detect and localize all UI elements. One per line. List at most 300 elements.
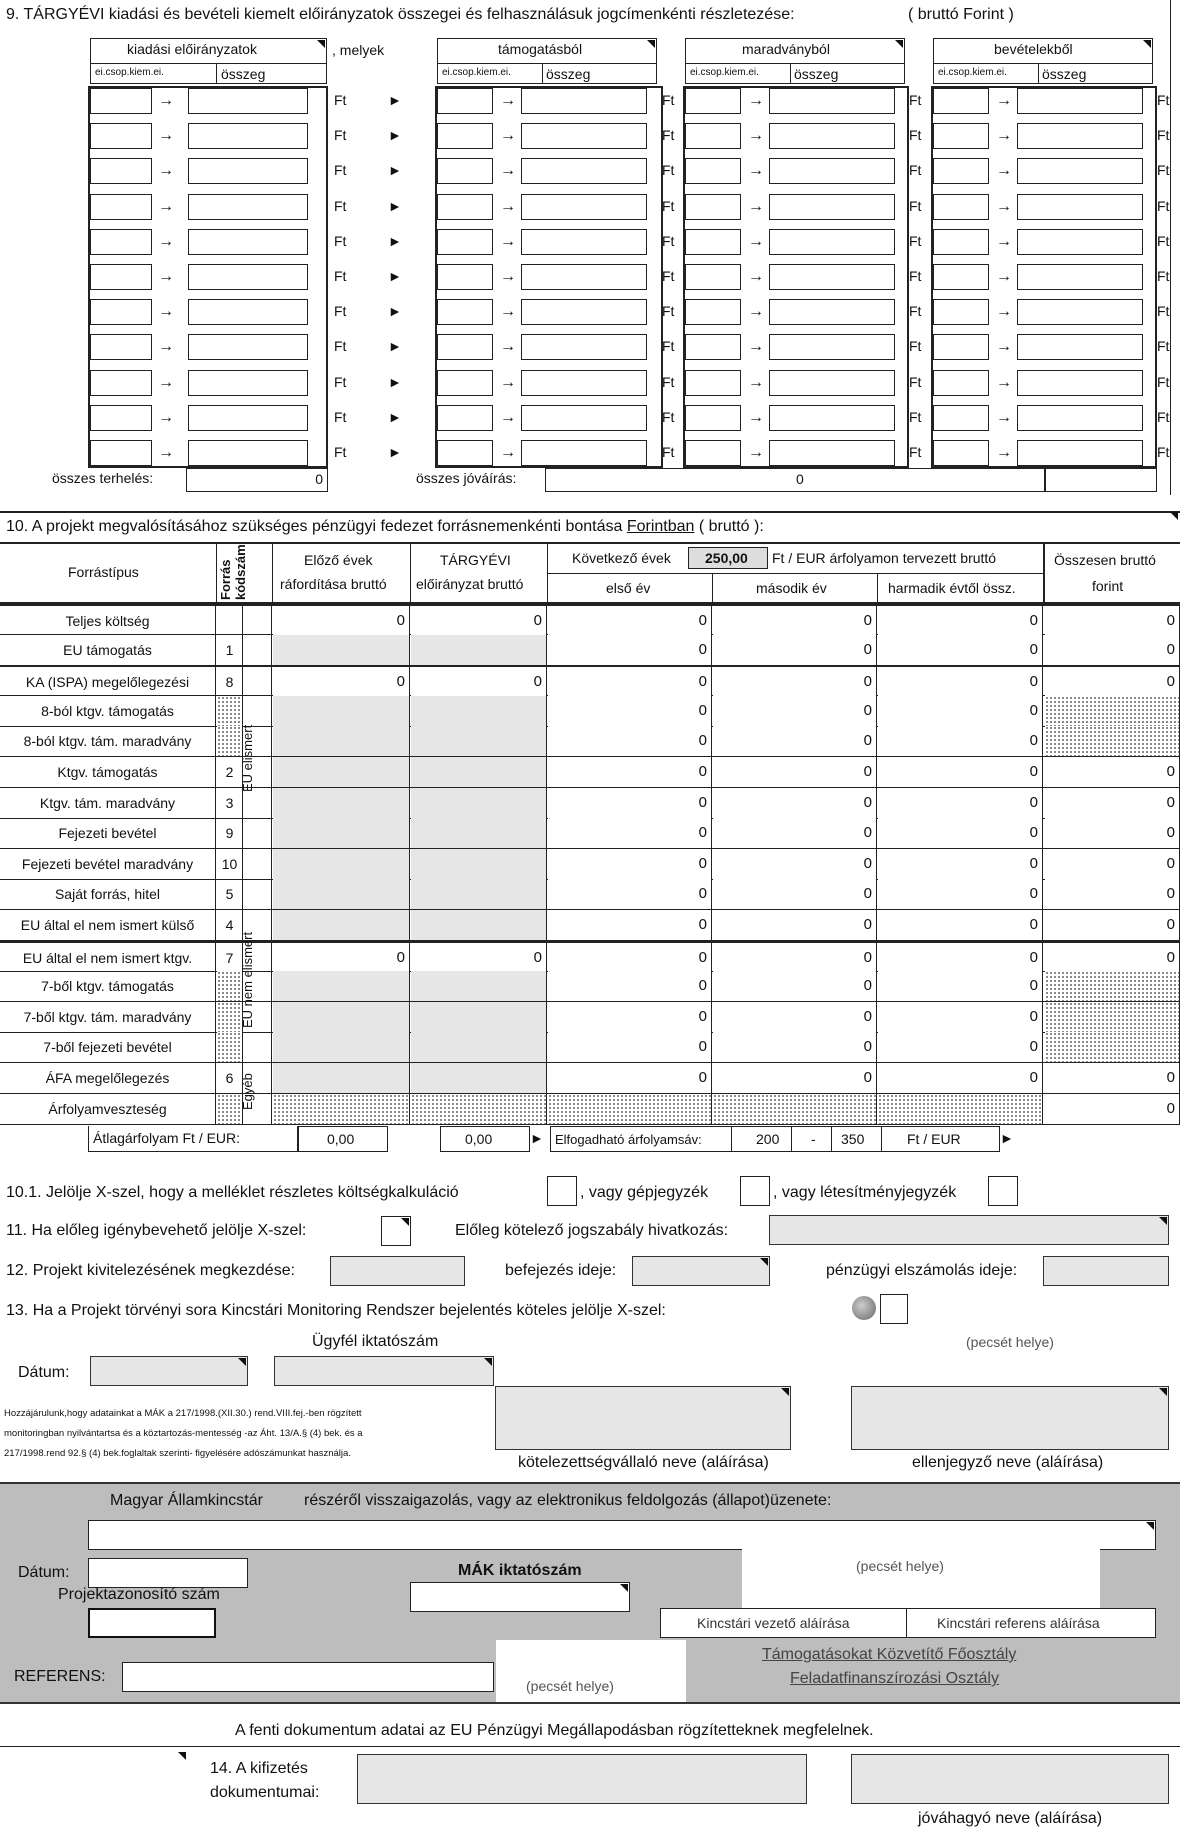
cell-targy [411,910,547,940]
referens-field[interactable] [122,1662,494,1692]
cell-ossz [1045,1002,1180,1032]
s9-code-field[interactable] [90,158,152,184]
ft-label: Ft [1157,338,1170,354]
source-code: 1 [217,635,243,665]
source-code: 5 [217,879,243,909]
s9-code-field[interactable] [437,194,493,220]
arrow-icon: → [748,338,764,355]
mak-message-field[interactable] [88,1520,1156,1550]
source-name: 8-ból ktgv. tám. maradvány [0,726,216,756]
cell-elozo[interactable]: 0 [273,943,410,973]
link-fooszt[interactable]: Támogatásokat Közvetítő Főosztály [762,1646,1017,1663]
s9-amount-field[interactable] [188,299,308,325]
h-forras-kodszam: Forrás kódszám [218,544,248,600]
cell-ossz [1045,1032,1180,1062]
s9-code-field[interactable] [90,229,152,255]
ft-label: Ft [662,162,675,178]
s9-amount-field[interactable] [769,299,895,325]
s9-code-field[interactable] [437,405,493,431]
cell-targy [411,1002,547,1032]
cell-elozo [273,910,410,940]
cell-y3[interactable]: 0 [878,971,1043,1001]
cell-ossz[interactable]: 0 [1045,910,1180,940]
s9-code-field[interactable] [437,158,493,184]
arrow-icon: → [158,268,174,285]
s12-text: 12. Projekt kivitelezésének megkezdése: [6,1262,296,1279]
s9-code-field[interactable] [933,264,989,290]
cell-y3 [878,1094,1043,1124]
s9-amount-field[interactable] [769,334,895,360]
arrow-icon: → [748,409,764,426]
cell-y1[interactable]: 0 [548,788,712,818]
s9-amount-field[interactable] [521,264,647,290]
side-egyeb: Egyéb [240,1073,255,1111]
cell-ossz[interactable]: 0 [1045,879,1180,909]
s9-code-field[interactable] [933,194,989,220]
s9-amount-field[interactable] [769,229,895,255]
ft-label: Ft [662,409,675,425]
cell-ossz[interactable]: 0 [1045,635,1180,665]
cell-y2[interactable]: 0 [713,635,877,665]
ft-label: Ft [662,338,675,354]
cell-y1[interactable]: 0 [548,667,712,697]
total-jovairas-value: 0 [796,471,804,487]
arrow-icon: → [158,198,174,215]
ft-label: Ft [662,303,675,319]
s9-code-field[interactable] [437,123,493,149]
cell-ossz[interactable]: 0 [1045,818,1180,848]
ft-label: Ft [662,268,675,284]
cell-y2[interactable]: 0 [713,818,877,848]
vezeto-sig-field[interactable]: Kincstári vezető aláírása [660,1608,908,1638]
s9-amount-field[interactable] [521,194,647,220]
arrow-icon: → [500,268,516,285]
arrow-icon: → [748,127,764,144]
cell-elozo [273,1094,410,1124]
megkezdes-field[interactable] [330,1256,465,1286]
total-terheles-field [186,468,328,492]
cell-y3[interactable]: 0 [878,788,1043,818]
ft-label: Ft [909,444,922,460]
cell-y1[interactable]: 0 [548,696,712,726]
s9-code-field[interactable] [90,264,152,290]
s9-code-field[interactable] [685,88,741,114]
cell-targy [411,849,547,879]
cell-y3[interactable]: 0 [878,910,1043,940]
ft-label: Ft [1157,233,1170,249]
cell-y1[interactable]: 0 [548,971,712,1001]
s9-amount-field[interactable] [188,229,308,255]
source-name: EU által el nem ismert külső [0,910,216,940]
play-icon: ► [388,374,402,390]
cell-targy [411,1063,547,1093]
arrow-icon: → [748,162,764,179]
ft-label: Ft [334,444,347,460]
cell-elozo [273,849,410,879]
s9-amount-field[interactable] [1017,370,1143,396]
cell-y2[interactable]: 0 [713,971,877,1001]
source-name: Árfolyamveszteség [0,1094,216,1124]
cell-y2[interactable]: 0 [713,1002,877,1032]
cell-y1[interactable]: 0 [548,1032,712,1062]
s9-amount-field[interactable] [188,123,308,149]
cell-y2[interactable]: 0 [713,943,877,973]
kifizetes-field[interactable] [357,1754,807,1804]
s9-amount-field[interactable] [521,158,647,184]
s9-amount-field[interactable] [521,370,647,396]
cell-ossz[interactable]: 0 [1045,788,1180,818]
checkbox-koltsegkalkulacio[interactable] [547,1176,577,1206]
play-icon: ► [388,92,402,108]
s9-code-field[interactable] [933,123,989,149]
maradvany-label: maradványból [742,41,830,57]
s9-amount-field[interactable] [188,264,308,290]
s9-code-field[interactable] [437,88,493,114]
source-name: Teljes költség [0,606,216,636]
s9-code-field[interactable] [90,299,152,325]
ft-label: Ft [1157,198,1170,214]
cell-elozo [273,1002,410,1032]
source-name: EU támogatás [0,635,216,665]
s9-code-field[interactable] [90,88,152,114]
s9-amount-field[interactable] [1017,229,1143,255]
s9-amount-field[interactable] [769,440,895,466]
s9-amount-field[interactable] [769,194,895,220]
play-icon: ► [388,444,402,460]
cell-targy[interactable]: 0 [411,667,547,697]
cell-elozo [273,757,410,787]
arrow-icon: → [996,198,1012,215]
s9-code-field[interactable] [90,123,152,149]
s9-code-field[interactable] [685,158,741,184]
source-row [0,635,1180,666]
cell-y2[interactable]: 0 [713,606,877,636]
s9-code-field[interactable] [933,158,989,184]
cell-y2[interactable]: 0 [713,1032,877,1062]
cell-ossz[interactable]: 0 [1045,757,1180,787]
source-name: 7-ből ktgv. tám. maradvány [0,1002,216,1032]
s9-code-field[interactable] [933,334,989,360]
arrow-icon: → [158,338,174,355]
tamogatas-label: támogatásból [498,41,583,57]
elszamolas-field[interactable] [1043,1256,1169,1286]
s9-code-field[interactable] [933,229,989,255]
ugyfel-iktato-field[interactable] [274,1356,494,1386]
cell-y1[interactable]: 0 [548,1002,712,1032]
s9-amount-field[interactable] [521,299,647,325]
cell-y1[interactable]: 0 [548,726,712,756]
cell-y3[interactable]: 0 [878,1002,1043,1032]
rate-value: 250,00 [705,550,748,566]
s9-amount-field[interactable] [1017,88,1143,114]
cell-y3[interactable]: 0 [878,943,1043,973]
s9-amount-field[interactable] [1017,334,1143,360]
s9-amount-field[interactable] [521,334,647,360]
ft-label: Ft [909,268,922,284]
arrow-icon: → [748,268,764,285]
ugyfel-label: Ügyfél iktatószám [312,1333,439,1350]
sav-row: Elfogadható árfolyamsáv: 200 - 350 Ft / EUR [550,1126,1000,1152]
s9-code-field[interactable] [437,334,493,360]
ft-label: Ft [909,233,922,249]
s9-amount-field[interactable] [188,405,308,431]
cell-y2[interactable]: 0 [713,879,877,909]
cell-y2[interactable]: 0 [713,757,877,787]
s9-amount-field[interactable] [521,88,647,114]
mak-iktato-field[interactable] [410,1582,630,1612]
cell-ossz[interactable]: 0 [1045,943,1180,973]
checkbox-eloleg[interactable] [381,1216,411,1246]
atlag-field-2: 0,00 [440,1126,530,1152]
cell-y2[interactable]: 0 [713,849,877,879]
statement: A fenti dokumentum adatai az EU Pénzügyi Megállapodásban rögzítetteknek megfelelnek. [235,1722,874,1739]
arrow-icon: → [500,92,516,109]
s9-amount-field[interactable] [769,264,895,290]
cell-y2[interactable]: 0 [713,1063,877,1093]
cell-y1[interactable]: 0 [548,606,712,636]
datum-field-1[interactable] [90,1356,248,1386]
cell-y1[interactable]: 0 [548,757,712,787]
play-icon: ► [388,162,402,178]
cell-elozo [273,635,410,665]
cell-y1[interactable]: 0 [548,818,712,848]
ft-label: Ft [909,127,922,143]
cell-ossz[interactable]: 0 [1045,667,1180,697]
checkbox-letesitmeny[interactable] [988,1176,1018,1206]
atlag-row [88,1126,298,1152]
arrow-icon: → [996,303,1012,320]
s9-code-field[interactable] [685,264,741,290]
source-row [0,818,1180,849]
cell-targy [411,757,547,787]
s9-code-field[interactable] [437,370,493,396]
s10-1-text: 10.1. Jelölje X-szel, hogy a melléklet részletes költségkalkuláció [6,1184,459,1201]
cell-y2[interactable]: 0 [713,667,877,697]
source-code: 7 [217,943,243,973]
cell-y2[interactable]: 0 [713,726,877,756]
cell-y3[interactable]: 0 [878,757,1043,787]
ft-label: Ft [334,198,347,214]
ft-label: Ft [662,374,675,390]
jogszabaly-field[interactable] [769,1215,1169,1245]
cell-y1[interactable]: 0 [548,1063,712,1093]
s9-code-field[interactable] [685,334,741,360]
cell-elozo [273,696,410,726]
bevetel-header: bevételekből ei.csop.kiem.ei. összeg [933,38,1153,84]
s9-code-field[interactable] [933,440,989,466]
play-icon: ► [388,127,402,143]
s9-code-field[interactable] [685,440,741,466]
side-eu-elismert: EU elismert [240,724,255,792]
cell-ossz[interactable]: 0 [1045,1063,1180,1093]
source-code: 6 [217,1063,243,1093]
source-row [0,849,1180,880]
s9-amount-field[interactable] [769,158,895,184]
source-row [0,910,1180,941]
source-row [0,665,1180,696]
ft-label: Ft [334,409,347,425]
ft-label: Ft [334,92,347,108]
projekt-azonosito-field[interactable] [88,1608,216,1638]
cell-y3[interactable]: 0 [878,635,1043,665]
s9-amount-field[interactable] [1017,299,1143,325]
source-code: 3 [217,788,243,818]
play-icon: ► [388,198,402,214]
cell-y1[interactable]: 0 [548,849,712,879]
ft-label: Ft [909,303,922,319]
source-row [0,941,1180,972]
cell-targy [411,696,547,726]
cell-y2[interactable]: 0 [713,910,877,940]
s9-amount-field[interactable] [1017,123,1143,149]
atlag-label: Átlagárfolyam Ft / EUR: [93,1130,241,1146]
s10-title: 10. A projekt megvalósításához szükséges pénzügyi fedezet forrásnemenkénti bontása Forintban ( bruttó ): [6,518,764,535]
source-name: EU által el nem ismert ktgv. [0,943,216,973]
s9-amount-field[interactable] [188,194,308,220]
cell-targy[interactable]: 0 [411,943,547,973]
s9-amount-field[interactable] [769,123,895,149]
s9-amount-field[interactable] [521,440,647,466]
s9-amount-field[interactable] [188,88,308,114]
cell-y2[interactable]: 0 [713,696,877,726]
s9-code-field[interactable] [90,194,152,220]
cell-y1[interactable]: 0 [548,879,712,909]
s9-code-field[interactable] [685,194,741,220]
cell-y3[interactable]: 0 [878,606,1043,636]
cell-y3[interactable]: 0 [878,667,1043,697]
jovahagyo-field[interactable] [851,1754,1169,1804]
s9-amount-field[interactable] [769,405,895,431]
bevetel-label: bevételekből [994,41,1073,57]
mak-block: Magyar Államkincstár részéről visszaigazolás, vagy az elektronikus feldolgozás (állapot)üzenete: Dátum: MÁK iktatószám (pecsét helye) Projektazonosító szám Kincstári vezető aláírása Kincstári referens aláírása (pecsét helye) REFERENS: Támogatásokat Közvetítő Főosztály Feladatfinanszírozási Osztály [0,1482,1180,1704]
ft-label: Ft [1157,162,1170,178]
s9-amount-field[interactable] [769,370,895,396]
s9-code-field[interactable] [685,370,741,396]
cell-y3[interactable]: 0 [878,879,1043,909]
s9-code-field[interactable] [437,440,493,466]
arrow-icon: → [500,338,516,355]
play-icon: ► [388,303,402,319]
cell-ossz[interactable]: 0 [1045,1094,1180,1124]
s9-amount-field[interactable] [188,158,308,184]
cell-ossz[interactable]: 0 [1045,849,1180,879]
checkbox-kmr[interactable] [880,1294,908,1324]
cell-y3[interactable]: 0 [878,1063,1043,1093]
cell-ossz [1045,696,1180,726]
s9-amount-field[interactable] [1017,440,1143,466]
rate-field[interactable] [688,547,768,569]
cell-y3[interactable]: 0 [878,849,1043,879]
arrow-icon: → [500,374,516,391]
cell-y3[interactable]: 0 [878,726,1043,756]
s9-amount-field[interactable] [521,123,647,149]
ellenjegyzo-signature-field[interactable] [851,1386,1169,1450]
arrow-icon: → [996,338,1012,355]
source-row [0,879,1180,910]
s9-code-field[interactable] [933,405,989,431]
s9-code-field[interactable] [933,370,989,396]
s9-amount-field[interactable] [188,370,308,396]
s9-amount-field[interactable] [1017,194,1143,220]
cell-targy [411,788,547,818]
s9-code-field[interactable] [437,264,493,290]
arrow-icon: → [748,233,764,250]
arrow-icon: → [996,233,1012,250]
s9-code-field[interactable] [685,123,741,149]
cell-y2[interactable]: 0 [713,788,877,818]
arrow-icon: → [996,374,1012,391]
s9-code-field[interactable] [90,440,152,466]
befejezes-field[interactable] [632,1256,770,1286]
ft-label: Ft [909,374,922,390]
s9-code-field[interactable] [685,229,741,255]
source-row [0,696,1180,727]
s9-code-field[interactable] [90,405,152,431]
cell-ossz [1045,726,1180,756]
s9-code-field[interactable] [933,88,989,114]
arrow-icon: → [158,303,174,320]
source-name: KA (ISPA) megelőlegezési [0,667,216,697]
arrow-icon: → [500,162,516,179]
link-osztaly[interactable]: Feladatfinanszírozási Osztály [790,1670,999,1687]
checkbox-gepjegyzek[interactable] [740,1176,770,1206]
cell-y1[interactable]: 0 [548,943,712,973]
s9-amount-field[interactable] [521,229,647,255]
s9-amount-field[interactable] [1017,405,1143,431]
s9-code-field[interactable] [90,370,152,396]
ft-label: Ft [1157,374,1170,390]
mak-datum-field[interactable] [88,1558,248,1588]
ft-label: Ft [662,233,675,249]
play-icon: ► [388,268,402,284]
cell-y3[interactable]: 0 [878,818,1043,848]
cell-targy [411,818,547,848]
s9-code-field[interactable] [437,229,493,255]
cell-elozo[interactable]: 0 [273,667,410,697]
h-forrastipus: Forrástípus [68,564,139,580]
s9-code-field[interactable] [685,405,741,431]
cell-targy[interactable]: 0 [411,606,547,636]
ft-label: Ft [334,127,347,143]
ft-label: Ft [1157,409,1170,425]
kiadasi-label: kiadási előirányzatok [127,41,257,57]
cell-y3[interactable]: 0 [878,696,1043,726]
arrow-icon: → [158,233,174,250]
s9-amount-field[interactable] [1017,158,1143,184]
s9-amount-field[interactable] [188,440,308,466]
s9-code-field[interactable] [437,299,493,325]
s9-code-field[interactable] [933,299,989,325]
referens-sig-field[interactable]: Kincstári referens aláírása [906,1608,1156,1638]
total-jovairas-field [545,468,1045,492]
cell-ossz [1045,971,1180,1001]
cell-y3[interactable]: 0 [878,1032,1043,1062]
s9-code-field[interactable] [685,299,741,325]
cell-y1[interactable]: 0 [548,635,712,665]
cell-elozo[interactable]: 0 [273,606,410,636]
s9-amount-field[interactable] [188,334,308,360]
s9-amount-field[interactable] [521,405,647,431]
arrow-icon: → [158,127,174,144]
s9-amount-field[interactable] [769,88,895,114]
cell-y1[interactable]: 0 [548,910,712,940]
cell-ossz[interactable]: 0 [1045,606,1180,636]
s9-amount-field[interactable] [1017,264,1143,290]
mak-pecset-area: (pecsét helye) [742,1548,1100,1608]
kotelezett-signature-field[interactable] [495,1386,791,1450]
s9-title: 9. TÁRGYÉVI kiadási és bevételi kiemelt előirányzatok összegei és felhasználásuk jogcímenkénti részletezése: [6,6,795,23]
s9-code-field[interactable] [90,334,152,360]
